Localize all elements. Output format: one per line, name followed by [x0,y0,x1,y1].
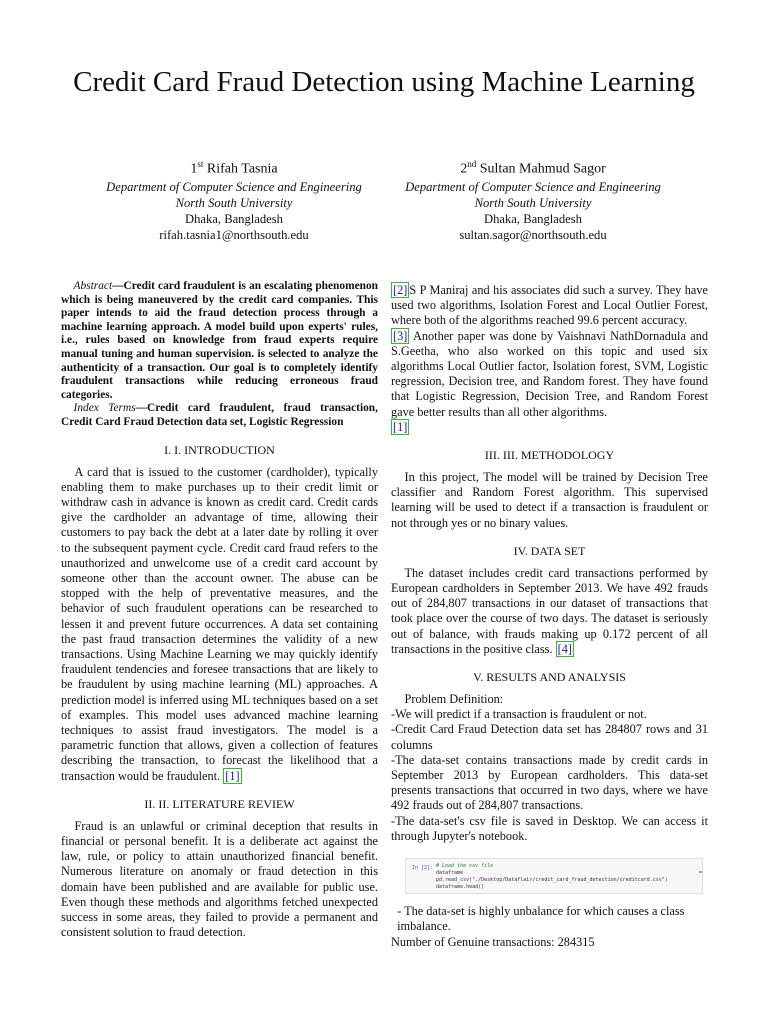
literature-paragraph: Fraud is an unlawful or criminal deception that results in financial or personal benefit. It is a deliberate act against the law, rule, or policy to attain unauthorized financial benefit. Numerous literature on anomaly or fraud detection in this domain have been published and are available for public use. Even though these methods and algorithms fetched unexpected success in some areas, they failed to provide a permanent and consistent solution to fraud detection. [61,818,378,940]
section-heading-data-set: IV. DATA SET [513,543,586,558]
author-university: North South University [474,195,592,210]
code-comment: # Load the csv file [436,863,494,870]
right-column [391,283,708,950]
code-screenshot [405,858,703,894]
author-location: Dhaka, Bangladesh [484,211,582,226]
after-code-line: Number of Genuine transactions: 284315 [391,934,595,949]
section-heading-methodology: III. III. METHODOLOGY [484,448,615,463]
author-email: sultan.sagor@northsouth.edu [459,227,607,242]
data-set-paragraph: The dataset includes credit card transactions performed by European cardholders in September 2013. We have 492 frauds out of 284,807 transactions in our dataset of transactions that took place over the course of two days. The dataset is seriously out of balance, with frauds making up 0.172 percent of all transactions in the positive class. [4] [391,565,708,656]
author-email: rifah.tasnia1@northsouth.edu [159,227,309,242]
author-block-2 [383,155,683,243]
results-line: -Credit Card Fraud Detection data set has 284807 rows and 31 columns [391,722,708,752]
index-terms: Index Terms—Credit card fraudulent, fraud transaction, Credit Card Fraud Detection data set, Logistic Regression [61,402,378,428]
citation-link[interactable]: [1] [225,768,240,783]
results-paragraph [391,692,708,844]
code-lines [436,863,702,891]
code-line: dataframe.head() [436,884,485,891]
author-department: Department of Computer Science and Engineering [405,179,661,194]
results-line: -The data-set's csv file is saved in Desktop. We can access it through Jupyter's notebook. [391,813,708,843]
introduction-paragraph: A card that is issued to the customer (cardholder), typically enabling them to make purchases up to their credit limit or withdraw cash in advance is known as credit card. Credit cards give the cardholder an advantage of time, allowing their customers to pay back the debt at a later date by rolling it over to the subsequent payment cycle. Credit card fraud refers to the unauthorized and unwelcome use of a credit card account by someone other than the account owner. The abuse can be stopped with the help of preventative measures, and the behavior of such fraudulent operations can be researched to lessen it and prevent future occurrences. A data set containing the past fraud transaction determines the validity of a new transactions. Using Machine Learning we may quickly identify fraudulent tendencies and foresee transactions that are likely to be fraudulent by using machine learning (ML) approaches. A prediction model is inferred using ML techniques based on a set of examples. This model uses advanced machine learning techniques to assist fraud investigators. The model is a parametric function that allows, given a collection of features describing the transaction, to forecast the likelihood that a transaction would be fraudulent. [1] [61,464,378,783]
author-name: 1st Rifah Tasnia [190,159,278,177]
citation-link[interactable]: [2] [393,283,408,297]
results-line: Problem Definition: [404,692,504,707]
literature-continued-paragraph: [2] S P Maniraj and his associates did such a survey. They have used two algorithms, Isolation Forest and Local Outlier Forest, where both of the algorithms reached 99.6 percent accuracy. [3] Another paper was done by Vaishnavi NathDornadula and S.Geetha, who also worked on this topic and used six algorithms Local Outlier factor, Isolation forest, SVM, Logistic regression, Decision tree, and Random forest. They have found that Logistic Regression, Decision Tree, and Random Forest gave better results than all other algorithms. [1] [391,283,708,434]
citation-link[interactable]: [3] [393,328,408,343]
code-line: dataframe = pd.read_csv("./Desktop/Dataflair/credit_card_fraud_detection/creditcard.csv") [436,870,702,884]
abstract: Abstract—Credit card fraudulent is an escalating phenomenon which is being maneuvered by the credit card companies. This paper intends to aid the fraud detection process through a machine learning approach. A model build upon experts' rules, i.e., rules based on knowledge from fraud experts require manual tuning and human supervision. is selected to analyze the authenticity of a transaction. Our goal is to completely identify fraudulent transactions while reducing erroneous fraud categories. [61,280,378,401]
section-heading-results: V. RESULTS AND ANALYSIS [473,670,626,685]
section-heading-literature-review: II. II. LITERATURE REVIEW [144,796,295,811]
results-line: -We will predict if a transaction is fraudulent or not. [391,707,647,722]
author-name: 2nd Sultan Mahmud Sagor [460,159,606,177]
results-line: -The data-set contains transactions made by credit cards in September 2013 by European cardholders. This data-set presents transactions that occurred in two days, where we have 492 frauds out of 284,807 transactions. [391,752,708,813]
after-code-line: - The data-set is highly unbalance for which causes a class imbalance. [397,904,685,934]
paper-title: Credit Card Fraud Detection using Machine Learning [73,66,695,98]
citation-link[interactable]: [4] [557,641,572,656]
section-heading-introduction: I. I. INTRODUCTION [164,442,275,457]
left-column [61,280,378,940]
author-department: Department of Computer Science and Engineering [106,179,362,194]
code-prompt: In [2]: [412,865,434,872]
citation-link[interactable]: [1] [393,419,408,434]
after-code-paragraph [391,904,708,950]
author-block-1 [84,155,384,243]
author-location: Dhaka, Bangladesh [185,211,283,226]
author-university: North South University [175,195,293,210]
methodology-paragraph: In this project, The model will be trained by Decision Tree classifier and Random Forest algorithm. This supervised learning will be used to detect if a transaction is fraudulent or not through yes or no binary values. [391,470,708,530]
